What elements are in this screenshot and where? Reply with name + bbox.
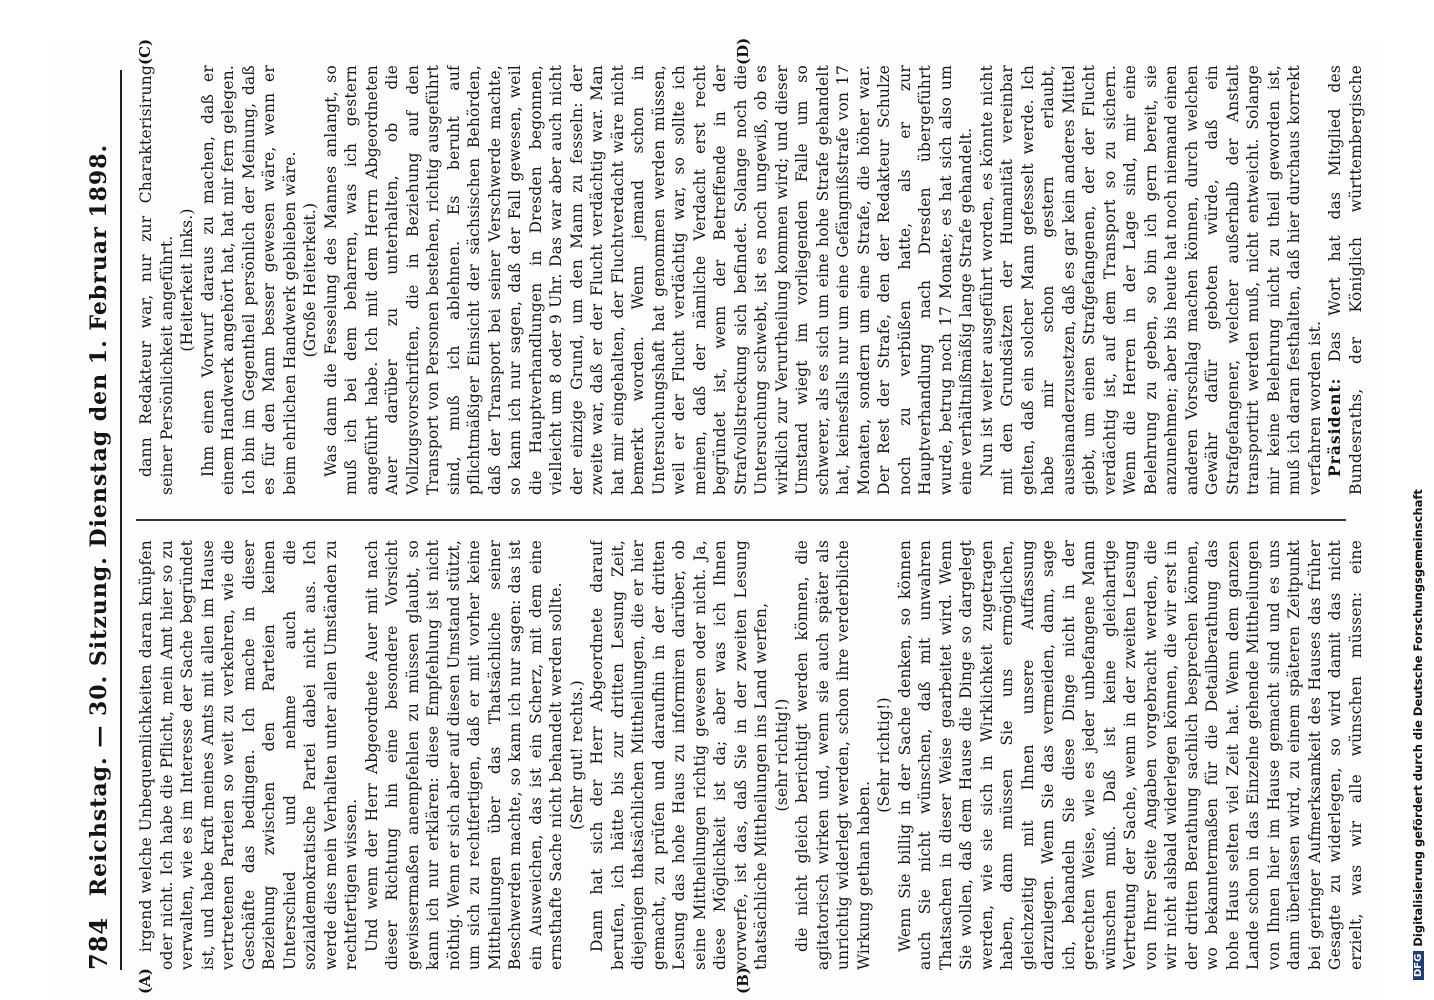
paragraph: Wenn Sie billig in der Sache denken, so können auch Sie nicht wünschen, daß mit unwahren Thatsachen in dieser Weise gearbeitet wird. Wenn Sie wollen, daß dem Hause die Dinge so dargelegt werden, wie sie sich in Wirklichkeit zugetragen haben, dann müssen Sie uns ermöglichen, gleichzeitig mit Ihnen unsere Auffassung darzulegen. Wenn Sie das vermeiden, dann, sage ich, behandeln Sie diese Dinge nicht in der gerechten Weise, wie es jeder unbefangene Mann wünschen muß. Daß ist keine gleichartige Vertretung der Sache, wenn in der zweiten Lesung von Ihrer Seite Angaben vorgebracht werden, die wir nicht alsbald widerlegen können, die wir erst in der dritten Berathung sachlich besprechen können, wo bekanntermaßen für die Detailberathung das hohe Haus selten viel Zeit hat. Wenn dem ganzen Lande schon in das Einzelne gehende Mittheilungen von Ihnen hier im Hause gemacht sind und es uns dann überlassen wird, zu einem späteren Zeitpunkt bei geringer Aufmerksamkeit des Hauses das früher Gesagte zu widerlegen, so wird damit das nicht erzielt, was wir alle wünschen müssen: eine [895,540,1365,970]
paragraph: Dann hat sich der Herr Abgeordnete darauf berufen, ich hätte bis zur dritten Lesung Zeit, diejenigen thatsächlichen Mittheilungen, die er hier gemacht, zu prüfen und daraufhin in der dritten Lesung das hohe Haus zu informiren darüber, ob seine Mittheilungen richtig gewesen oder nicht. Ja, diese Möglichkeit ist da; aber was ich Ihnen vorwerfe, ist das, daß Sie in der zweiten Lesung thatsächliche Mittheilungen ins Land werfen, [588,540,770,970]
speech-paragraph [1325,65,1366,495]
right-column [136,65,1366,495]
margin-marker-d: (D) [734,37,752,65]
speech-text: Das Wort hat das Mitglied des Bundesraths, der Königlich württembergische [1326,65,1365,495]
interjection: (Sehr gut! rechts.) [567,680,586,830]
margin-marker-a: (A) [136,968,154,994]
paragraph: dann Redakteur war, nur zur Charakterisirung seiner Persönlichkeit angeführt. [137,65,176,495]
digitization-credit [1411,0,1427,1000]
interjection: (Sehr richtig!) [875,697,893,813]
speaker-name: Präsident: [1325,377,1344,477]
interjection: (Heiterkeit links.) [178,208,196,352]
paragraph: Was dann die Fesselung des Mannes anlangt, so muß ich bei dem beharren, was ich gestern angeführt habe. Ich mit dem Herrn Abgeordneten Auer darüber zu unterhalten, ob die Vollzugsvorschriften, die in Beziehung auf den Transport von Personen bestehen, richtig ausgeführt sind, muß ich ablehnen. Es beruht auf pflichtmäßiger Einsicht der sächsischen Behörden, daß der Transport bei seiner Verschwerde machte, so kann ich nur sagen, daß der Fall gewesen, weil die Hauptverhandlungen in Dresden begonnen, vielleicht um 8 oder 9 Uhr. Das war aber auch nicht der einzige Grund, um den Mann zu fesseln: der zweite war, daß er der Flucht verdächtig war. Man hat mir eingehalten, der Fluchtverdacht wäre nicht bemerkt worden. Wenn jemand schon in Untersuchungshaft hat genommen werden müssen, weil er der Flucht verdächtig war, so sollte ich meinen, daß der nämliche Verdacht erst recht begründet ist, wenn der Betreffende in der Strafvollstreckung sich befindet. Solange noch die Untersuchung schwebt, ist es noch ungewiß, ob es wirklich zur Verurtheilung kommen wird; und dieser Umstand wiegt im vorliegenden Falle um so schwerer, als es sich um eine hohe Strafe gehandelt hat, keinesfalls nur um eine Gefängnißstrafe von 17 Monaten, sondern um eine Strafe, die höher war. Der Rest der Strafe, den der Redakteur Schulze noch zu verbüßen hatte, als er zur Hauptverhandlung nach Dresden übergeführt wurde, betrug noch 17 Monate; es hat sich also um eine verhältnißmäßig lange Strafe gehandelt. [321,65,975,495]
running-title: Reichstag. — 30. Sitzung. Dienstag den 1. Februar 1898. [86,143,112,897]
paragraph: Und wenn der Herr Abgeordnete Auer mit nach dieser Richtung hin eine besondere Vorsicht gewissermaßen anempfehlen zu müssen glaubt, so kann ich nur erklären: diese Empfehlung ist nicht nöthig. Wenn er sich aber auf diesen Umstand stützt, um sich zu rechtfertigen, daß er mit vorher keine Mittheilungen über das Thatsächliche seiner Beschwerden machte, so kann ich nur sagen: das ist ein Ausweichen, das ist ein Scherz, mit dem eine ernsthafte Sache nicht behandelt werden sollte. [362,540,565,970]
margin-marker-b: (B) [734,967,752,994]
page-number: 784 [84,916,113,970]
left-column [136,540,1366,970]
digitization-credit-text: Digitalisierung gefördert durch die Deutsche Forschungsgemeinschaft [1411,489,1425,947]
page-header [80,70,122,970]
dfg-logo: DFG [1413,951,1424,980]
newspaper-page [52,37,1382,1000]
interjection: (sehr richtig!) [772,698,791,812]
column-divider [136,519,1346,521]
paragraph: irgend welche Unbequemlichkeiten daran knüpfen oder nicht. Ich habe die Pflicht, mein Amt hier so zu verwalten, wie es im Interesse der Sache begründet ist, und habe kraft meines Amts mit allen im Hause vertretenen Parteien so weit zu verkehren, wie die Geschäfte das bedingen. Ich mache in dieser Beziehung zwischen den Parteien keinen Unterschied und nehme auch die sozialdemokratische Partei dabei nicht aus. Ich werde dies mein Verhalten unter allen Umständen zu rechtfertigen wissen. [137,540,360,970]
paragraph: Nun ist weiter ausgeführt worden, es könnte nicht mit den Grundsätzen der Humanität vereinbar gelten, daß ein solcher Mann gefesselt werde. Ich habe mir schon gestern erlaubt, auseinanderzusetzen, daß es gar kein anderes Mittel giebt, um einen Strafgefangenen, der der Flucht verdächtig ist, auf dem Transport so zu sichern. Wenn die Herren in der Lage sind, mir eine Belehrung zu geben, so bin ich gern bereit, sie anzunehmen; aber bis heute hat noch niemand einen anderen Vorschlag machen können, durch welchen Gewähr dafür geboten würde, daß ein Strafgefangener, welcher außerhalb der Anstalt transportirt werden muß, nicht entweicht. Solange mir keine Belehrung nicht zu theil geworden ist, muß ich daran festhalten, daß hier durchaus korrekt verfahren worden ist. [977,65,1324,495]
interjection: (Große Heiterkeit.) [301,202,319,358]
paragraph: Ihm einen Vorwurf daraus zu machen, daß er einem Handwerk angehört hat, hat mir fern gelegen. Ich bin im Gegentheil persönlich der Meinung, daß es für den Mann besser gewesen wäre, wenn er beim ehrlichen Handwerk geblieben wäre. [198,65,299,495]
margin-marker-c: (C) [136,38,154,65]
paragraph: die nicht gleich berichtigt werden können, die agitatorisch wirken und, wenn sie auch später als unrichtig widerlegt werden, schon ihre verderbliche Wirkung gethan haben. [793,540,873,970]
